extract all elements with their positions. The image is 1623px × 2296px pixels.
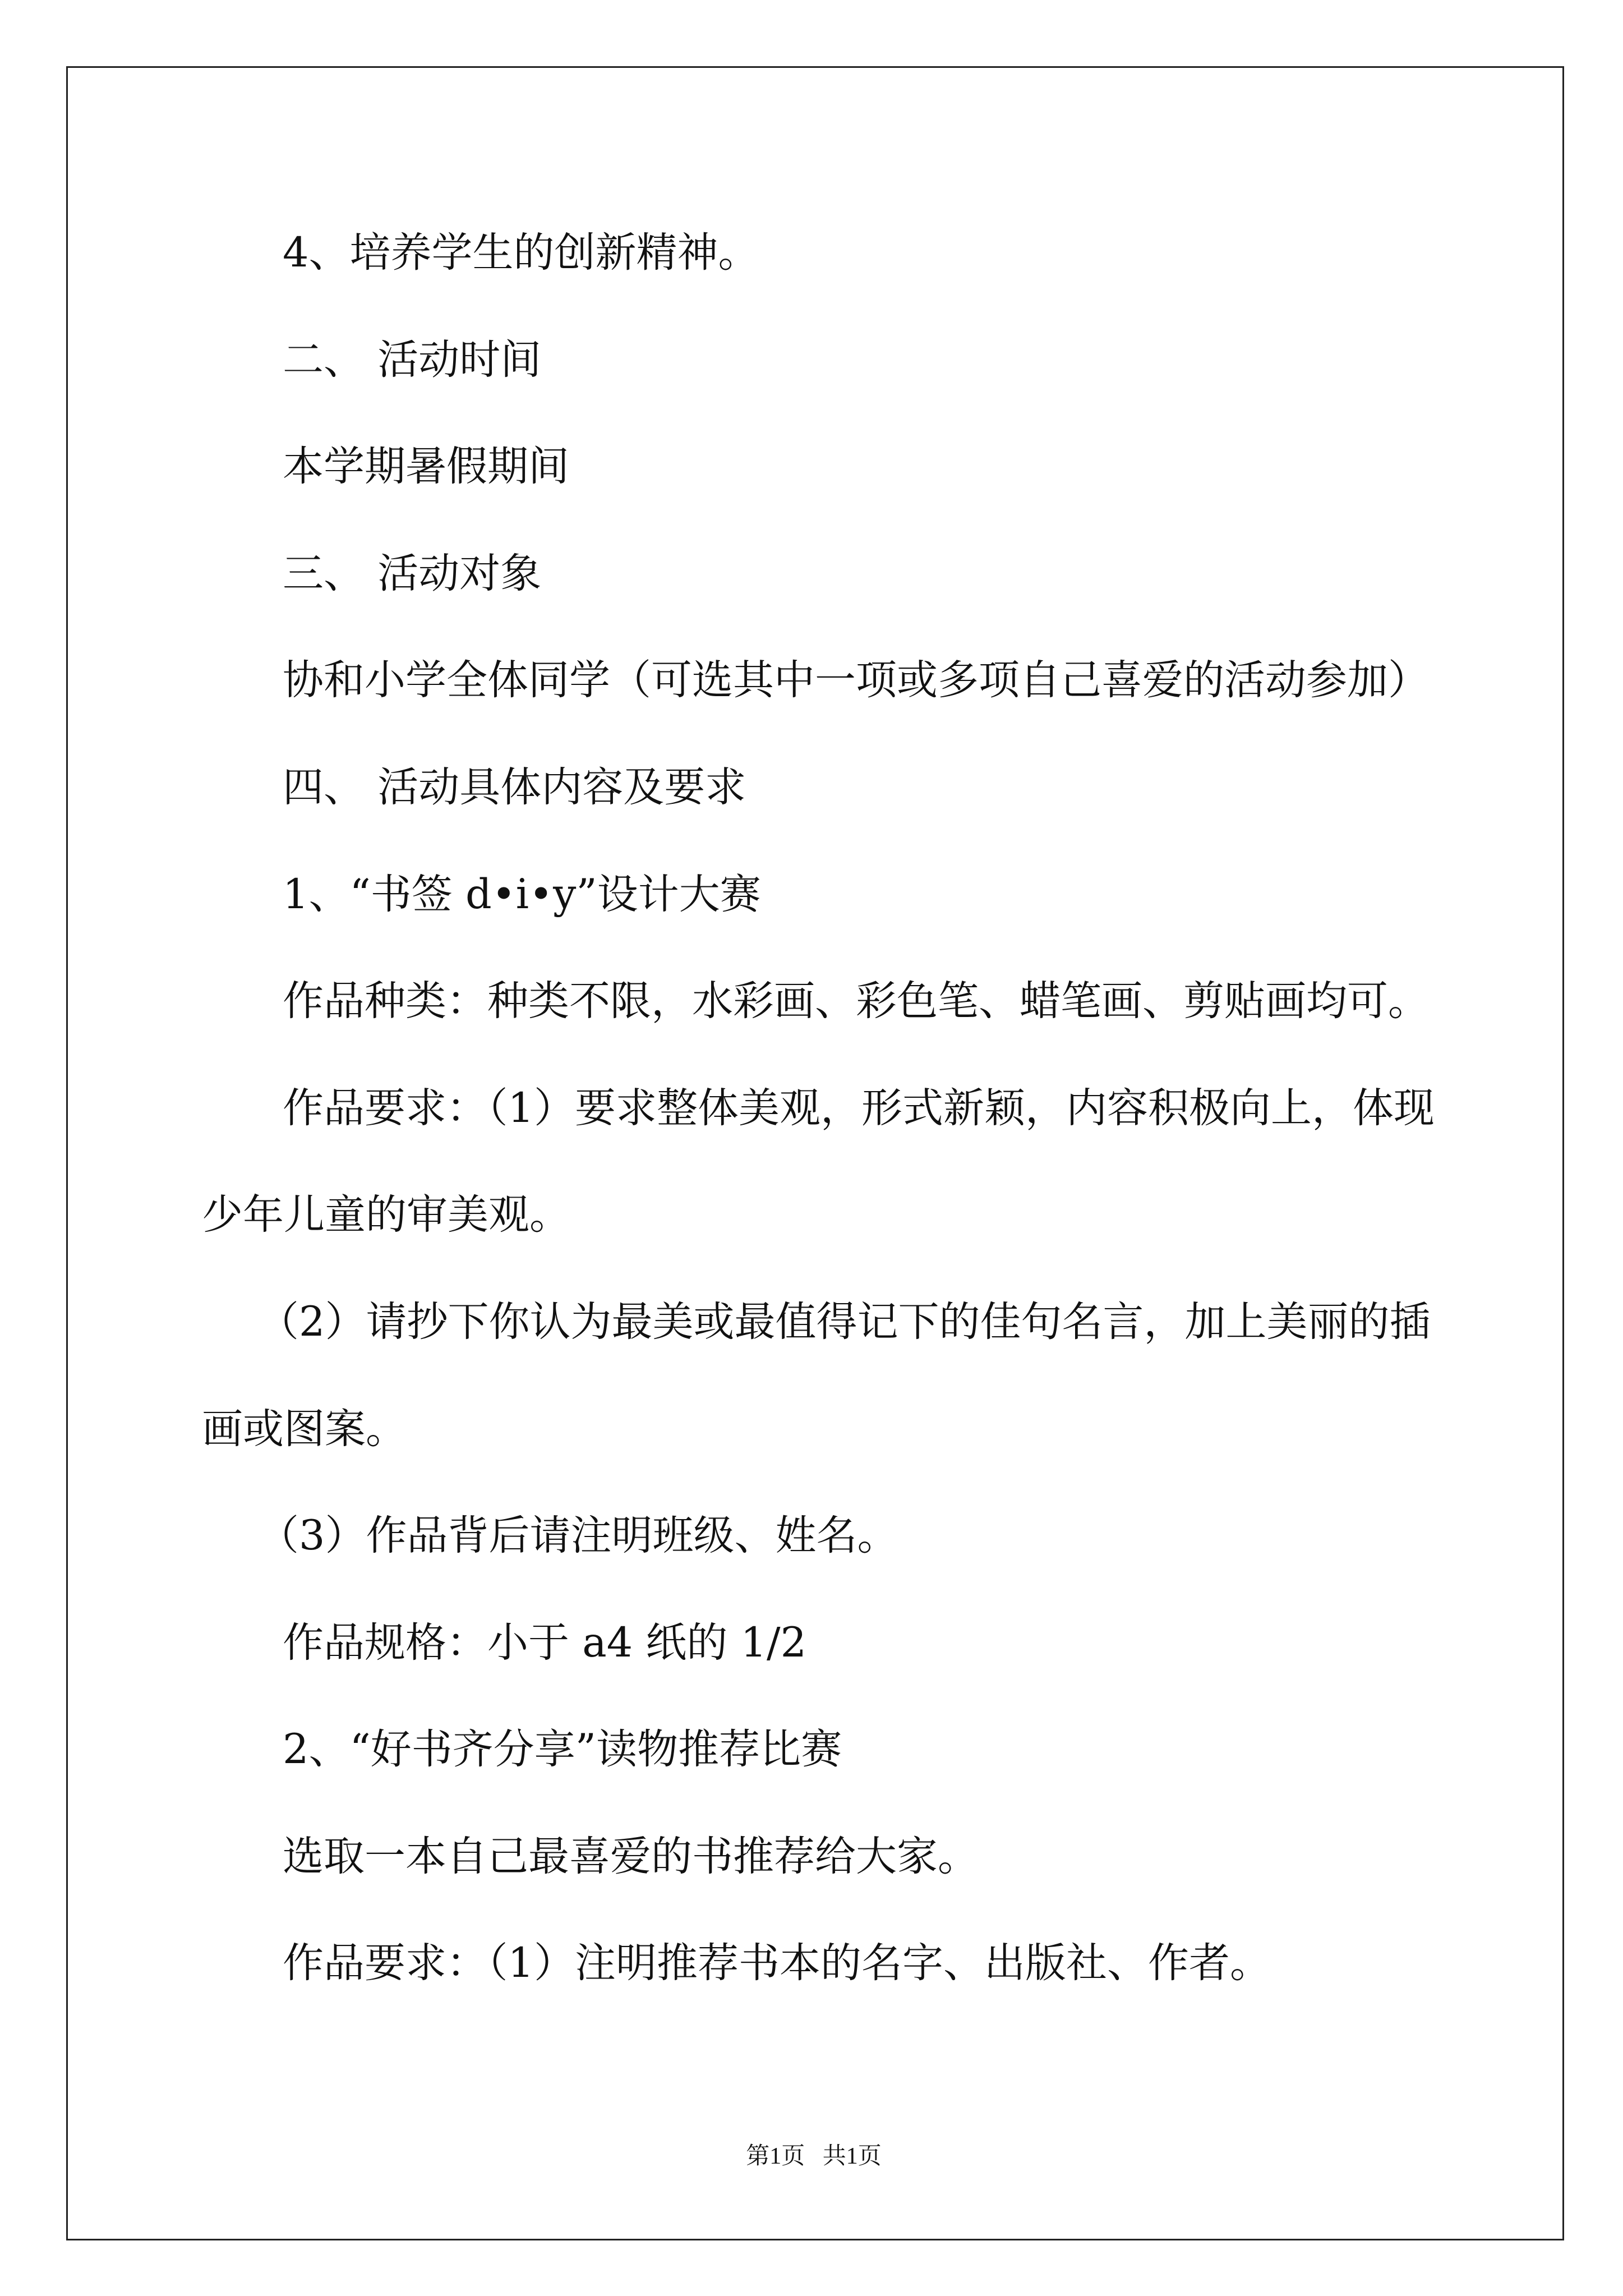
- paragraph-line: 作品规格：小于 a4 纸的 1/2: [283, 1619, 807, 1667]
- paragraph-line: 本学期暑假期间: [283, 443, 569, 490]
- section-heading: 二、 活动时间: [283, 336, 542, 384]
- paragraph-line: 4、培养学生的创新精神。: [283, 229, 759, 277]
- paragraph-line: 作品要求：（1）要求整体美观，形式新颖，内容积极向上，体现: [283, 1084, 1435, 1132]
- subsection-heading: 1、“书签 d•i•y”设计大赛: [283, 871, 761, 918]
- section-heading: 三、 活动对象: [283, 550, 542, 597]
- paragraph-line: （3）作品背后请注明班级、姓名。: [258, 1512, 898, 1559]
- paragraph-line: （2）请抄下你认为最美或最值得记下的佳句名言，加上美丽的插: [258, 1298, 1431, 1346]
- paragraph-line: 选取一本自己最喜爱的书推荐给大家。: [283, 1833, 979, 1880]
- subsection-heading: 2、“好书齐分享”读物推荐比赛: [283, 1726, 842, 1773]
- paragraph-line: 协和小学全体同学（可选其中一项或多项自己喜爱的活动参加）: [283, 656, 1429, 704]
- section-heading: 四、 活动具体内容及要求: [283, 763, 746, 811]
- paragraph-line: 作品种类：种类不限，水彩画、彩色笔、蜡笔画、剪贴画均可。: [283, 977, 1429, 1025]
- paragraph-line: 少年儿童的审美观。: [202, 1191, 570, 1239]
- page-border: [66, 66, 1564, 2240]
- paragraph-line: 画或图案。: [202, 1405, 407, 1453]
- page-footer: 第1页 共1页: [746, 2143, 882, 2169]
- paragraph-line: 作品要求：（1）注明推荐书本的名字、出版社、作者。: [283, 1939, 1271, 1987]
